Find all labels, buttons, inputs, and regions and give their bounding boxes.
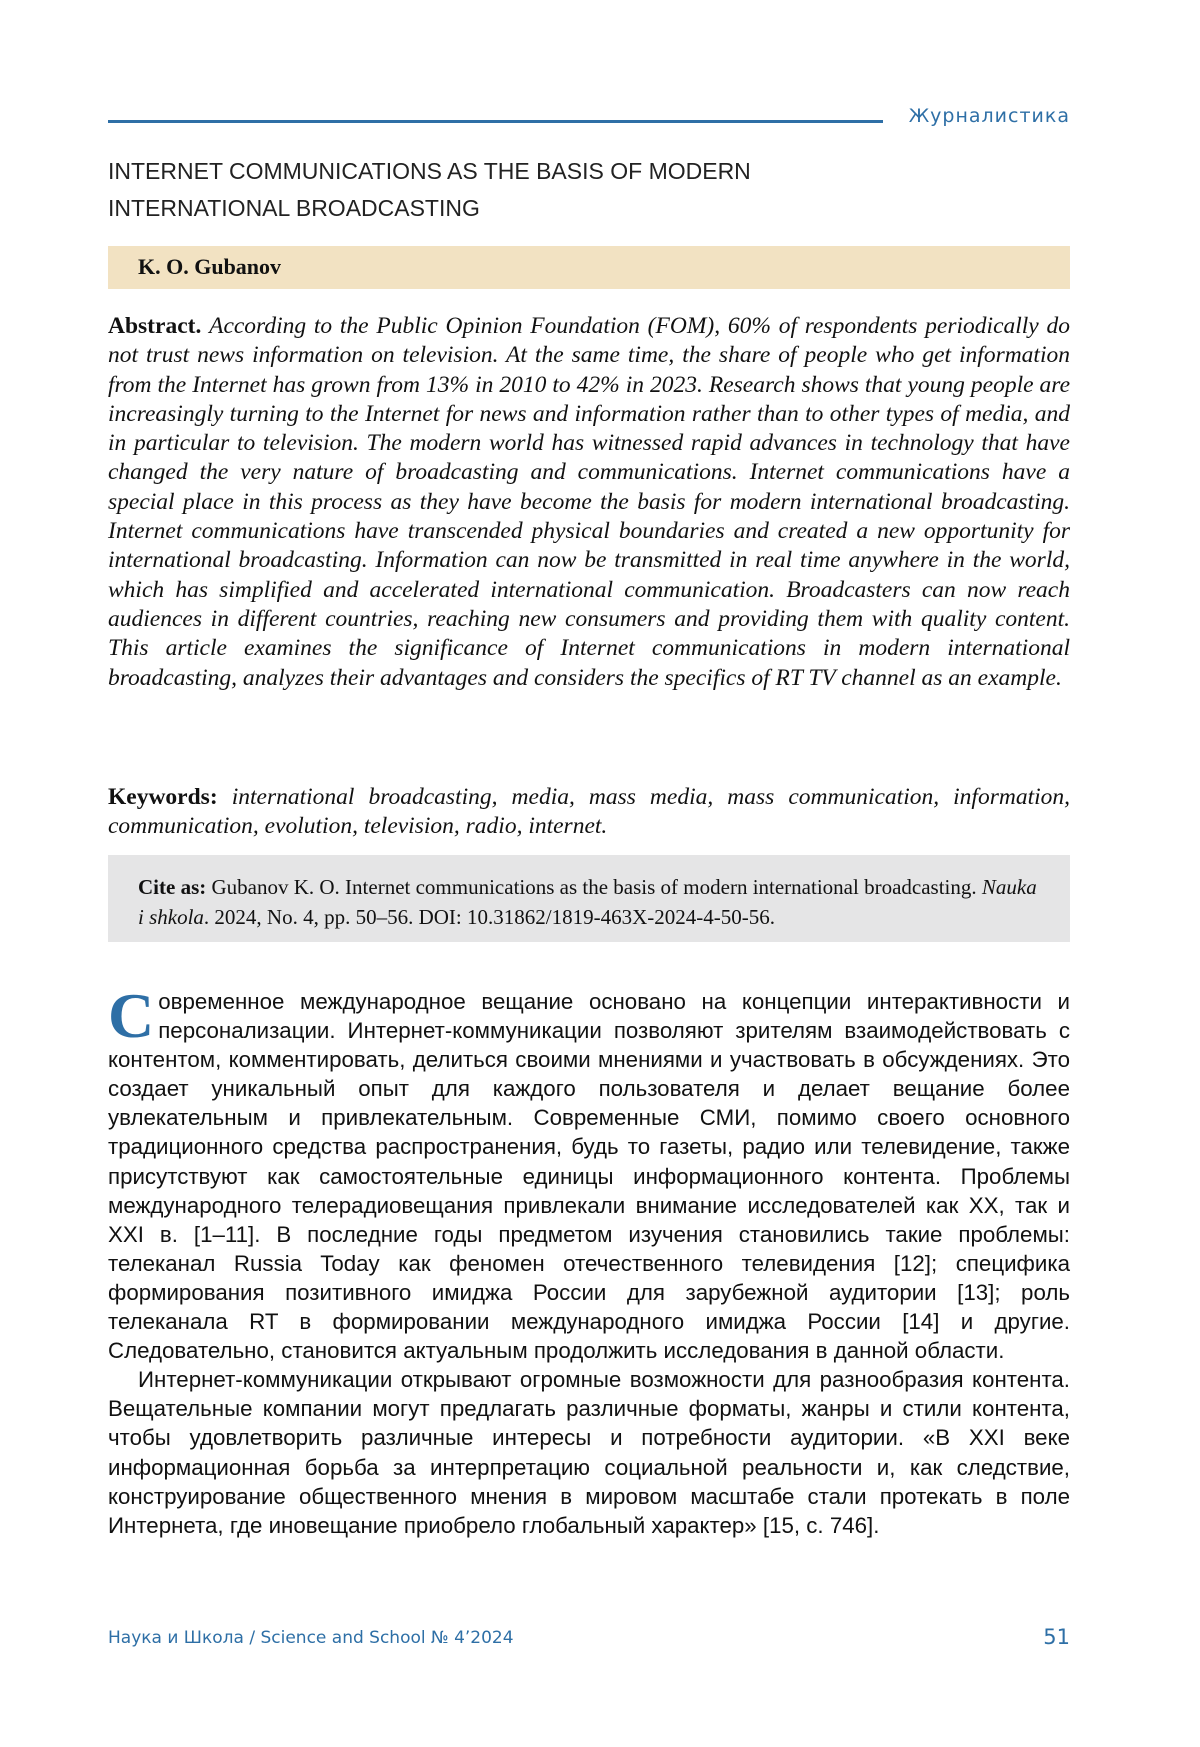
- title-line-1: INTERNET COMMUNICATIONS AS THE BASIS OF MODERN: [108, 158, 751, 184]
- keywords: [108, 783, 1070, 842]
- article-body: [108, 980, 1070, 1540]
- article-title: [108, 153, 868, 227]
- citation-box: [108, 855, 1070, 942]
- footer-journal: Наука и Школа / Science and School № 4’2024: [108, 1628, 514, 1648]
- body-paragraph-1: [108, 980, 1070, 1365]
- abstract-text: According to the Public Opinion Foundation (FOM), 60% of respondents periodically do not trust news information on television. At the same time, the share of people who get information from the Internet has grown from 13% in 2010 to 42% in 2023. Research shows that young people are increasingly turning to the Internet for news and information rather than to other types of media, and in particular to television. The modern world has witnessed rapid advances in technology that have changed the very nature of broadcasting and communications. Internet communications have a special place in this process as they have become the basis for modern international broadcasting. Internet communications have transcended physical boundaries and created a new opportunity for international broadcasting. Information can now be transmitted in real time anywhere in the world, which has simplified and accelerated international communication. Broadcasters can now reach audiences in different countries, reaching new consumers and providing them with quality content. This article examines the significance of Internet communications in modern international broadcasting, analyzes their advantages and considers the specifics of RT TV channel as an example.: [108, 313, 1070, 691]
- citation-details: . 2024, No. 4, pp. 50–56. DOI: 10.31862/1819-463X-2024-4-50-56.: [203, 905, 775, 929]
- section-label: Журналистика: [908, 105, 1070, 127]
- abstract: [108, 312, 1070, 693]
- keywords-label: Keywords:: [108, 784, 218, 810]
- abstract-label: Abstract.: [108, 313, 202, 339]
- keywords-text: international broadcasting, media, mass media, mass communication, information, communication, evolution, television, radio, internet.: [108, 784, 1070, 840]
- drop-cap: С: [108, 980, 155, 1051]
- title-line-2: INTERNATIONAL BROADCASTING: [108, 195, 480, 221]
- body-paragraph-2: Интернет-коммуникации открывают огромные возможности для разнообразия контента. Вещательные компании могут предлагать различные форматы, жанры и стили контента, чтобы удовлетворить различные интересы и потребности аудитории. «В XXI веке информационная борьба за интерпретацию социальной реальности и, как следствие, конструирование общественного мнения в мировом масштабе стали протекать в поле Интернета, где иновещание приобрело глобальный характер» [15, с. 746].: [108, 1367, 1070, 1538]
- body-paragraph-1-text: овременное международное вещание основано на концепции интерактивности и персонализации. Интернет-коммуникации позволяют зрителям взаимодействовать с контентом, комментировать, делиться своими мнениями и участвовать в обсуждениях. Это создает уникальный опыт для каждого пользователя и делает вещание более увлекательным и привлекательным. Современные СМИ, помимо своего основного традиционного средства распространения, будь то газеты, радио или телевидение, также присутствуют как самостоятельные единицы информационного контента. Проблемы международного телерадиовещания привлекали внимание исследователей как XX, так и XXI в. [1–11]. В последние годы предметом изучения становились такие проблемы: телеканал Russia Today как феномен отечественного телевидения [12]; специфика формирования позитивного имиджа России для зарубежной аудитории [13]; роль телеканала RT в формировании международного имиджа России [14] и другие. Следовательно, становится актуальным продолжить исследования в данной области.: [108, 989, 1070, 1364]
- citation-text: [138, 872, 1038, 932]
- citation-journal: Nauka i shkola: [138, 875, 1037, 929]
- page-number: 51: [1043, 1625, 1070, 1649]
- citation-label: Cite as:: [138, 875, 207, 899]
- author-name: K. O. Gubanov: [138, 254, 282, 279]
- header-rule: [108, 120, 883, 123]
- author-bar: [108, 246, 1070, 289]
- citation-reference: Gubanov K. O. Internet communications as the basis of modern international broadcasting.: [211, 875, 977, 899]
